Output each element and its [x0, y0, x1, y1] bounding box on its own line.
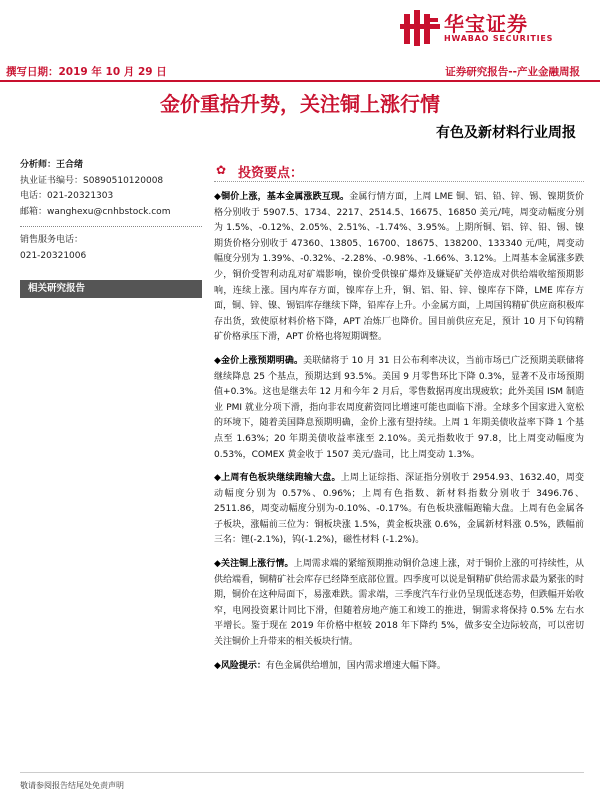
investment-title: 投资要点： — [238, 166, 304, 181]
analyst-phone: 电话：021-20321303 — [20, 191, 114, 201]
report-meta-row — [0, 62, 600, 82]
paragraph-body: 金属行情方面，上周 LME 铜、铝、铅、锌、锡、镍期货价格分别收于 5907.5、1734、2217、2514.5、16675、16850 美元/吨，周变动幅度分别为 1.5%、-0.12%、2.05%、2.51%、-1.74%、3.95%。上期所铜、铝、锌、铅、锡、镍期货价格分别收于 47360、13805、16700、18675、138200、133340 元/吨，周变动幅度分别为 1.39%、-0.32%、-2.28%、-0.98%、-1.66%、3.12%。上周基本金属涨多跌少，铜价受智利动乱对矿端影响，镍价受供镍矿爆炸及嫌疑矿关停造成对供给端收缩预期影响，连续上涨。国内库存方面，镍库存上升，铜、铝、铅、锌、镍库存下降，LME 库存方面，铜、锌、镍、锡铝库存继续下降，铅库存上升。小金属方面，上周国钨精矿供应商积极库存出货，致使原材料价格下降，APT 冶炼厂也降价。国目前供应充足，预计 10 月下旬钨精矿价格承压下滑，APT 价格也将短期调整。 — [214, 192, 584, 343]
sidebar-divider — [20, 226, 202, 227]
brand-name-cn: 华宝证券 — [444, 12, 528, 36]
report-date: 撰写日期：2019 年 10 月 29 日 — [6, 66, 167, 78]
related-reports-header: 相关研究报告 — [20, 280, 202, 298]
email-label: 邮箱： — [20, 206, 48, 217]
brand-logo — [400, 8, 580, 48]
paragraph-body: 美联储将于 10 月 31 日公布利率决议，当前市场已广泛预期美联储将继续降息 25 个基点，预期达到 93.5%。美国 9 月零售环比下降 0.3%，显著不及市场预期值+0.3%。这也是继去年 12 月和今年 2 月后，零售数据再度出现疲软；此外美国 ISM 制造业 PMI 就业分项下滑，指向非农周度薪资同比增速可能也面临下滑。全球多个国家进入宽松的环境下，随着美国降息预期明确，金价上涨有望持续。上周 1 年期美债收益率下降 1 个基点至 1.63%；20 年期美债收益率涨至 2.10%。美元指数收于 97.8，比上周变动幅度为 0.53%，COMEX 黄金收于 1507 美元/盎司，比上周变动 1.3%。 — [214, 355, 584, 460]
report-category: 证券研究报告--产业金融周报 — [445, 66, 580, 78]
report-title: 金价重拾升势，关注铜上涨行情 — [160, 92, 440, 116]
paragraph-sector — [214, 471, 584, 549]
footer-divider — [20, 772, 584, 773]
hwabao-logo-icon — [400, 10, 440, 46]
paragraph-lead: ◆金价上涨预期明确。 — [214, 355, 304, 366]
sales-phone: 021-20321006 — [20, 250, 87, 261]
brand-name-en: HWABAO SECURITIES — [444, 34, 554, 43]
paragraph-lead: ◆关注铜上涨行情。 — [214, 559, 294, 570]
paragraph-risk — [214, 659, 584, 675]
analyst-name: 分析师：王合绪 — [20, 160, 84, 170]
investment-heading — [214, 160, 584, 182]
report-subtitle: 有色及新材料行业周报 — [436, 125, 576, 141]
paragraph-lead: ◆上周有色板块继续跑输大盘。 — [214, 473, 341, 484]
paragraph-body: 有色金属供给增加，国内需求增速大幅下降。 — [265, 660, 446, 671]
gear-icon: ✿ — [216, 163, 227, 177]
investment-section — [214, 160, 584, 674]
analyst-cert: 执业证书编号：S0890510120008 — [20, 175, 164, 186]
paragraph-lead: ◆风险提示： — [214, 660, 266, 671]
paragraph-copper-metals — [214, 190, 584, 346]
disclaimer-footer: 敬请参阅报告结尾处免责声明 — [20, 781, 124, 790]
analyst-sidebar — [20, 158, 202, 298]
sales-label: 销售服务电话： — [20, 235, 84, 245]
paragraph-lead: ◆铜价上涨，基本金属涨跌互现。 — [214, 192, 350, 202]
paragraph-body: 上周上证综指、深证指分别收于 2954.93、1632.40，周变动幅度分别为 0.57%、0.96%；上周有色指数、新材料指数分别收于 3496.76、2511.86，周变动幅度分别为-0.10%、-0.17%。有色板块涨幅跑输大盘。上周有色金属各子板块，涨幅前三位为：铜板块涨 1.5%，黄金板块涨 0.6%，金属新材料涨 0.5%，跌幅前三名：锂(-2.1%)，钨(-1.2%)，磁性材料 (-1.2%)。 — [214, 473, 584, 546]
paragraph-copper-outlook — [214, 557, 584, 651]
paragraph-body: 上周需求端的紧缩预期推动铜价急速上涨，对于铜价上涨的可持续性，从供给端看，铜精矿社会库存已经降至底部位置。四季度可以说是铜精矿供给需求最为紧张的时期，铜价在这种局面下，易涨难跌。需求端，三季度汽车行业仍呈现低迷态势，但跌幅开始收窄，电网投资累计同比下滑，但随着房地产施工和竣工的推进，铜需求将保持 0.5% 左右水平增长。鉴于现在 2019 年价格中枢较 2018 年下降约 5%，做多安全边际较高，可以密切关注铜价上升带来的相关板块行情。 — [214, 559, 585, 648]
paragraph-gold — [214, 354, 584, 463]
analyst-email[interactable]: wanghexu@cnhbstock.com — [47, 206, 171, 217]
analyst-email-row — [20, 205, 202, 221]
